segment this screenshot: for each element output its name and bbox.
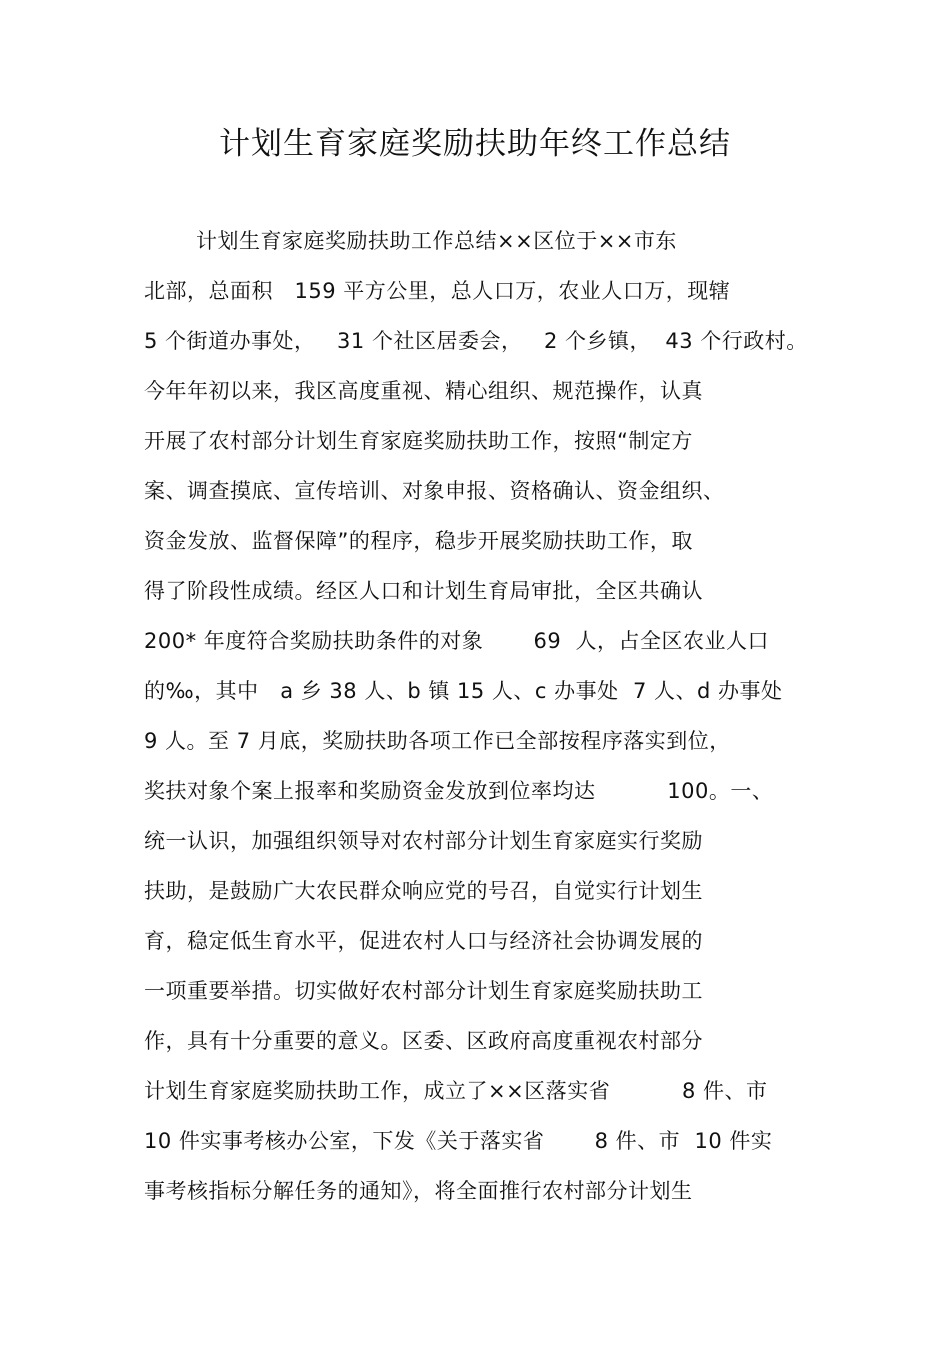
- body-line: 北部，总面积 159 平方公里，总人口万，农业人口万，现辖: [144, 279, 731, 303]
- body-line: 9 人。至 7 月底，奖励扶助各项工作已全部按程序落实到位，: [144, 729, 731, 753]
- body-line: 计划生育家庭奖励扶助工作，成立了××区落实省 8 件、市: [144, 1079, 768, 1103]
- body-line: 得了阶段性成绩。经区人口和计划生育局审批，全区共确认: [144, 579, 703, 603]
- body-line: 事考核指标分解任务的通知》，将全面推行农村部分计划生: [144, 1179, 693, 1203]
- body-line: 200* 年度符合奖励扶助条件的对象 69 人，占全区农业人口: [144, 629, 770, 653]
- body-line: 的‰，其中 a 乡 38 人、b 镇 15 人、c 办事处 7 人、d 办事处: [144, 679, 783, 703]
- body-line: 开展了农村部分计划生育家庭奖励扶助工作，按照“制定方: [144, 429, 693, 453]
- document-title: 计划生育家庭奖励扶助年终工作总结: [219, 126, 731, 162]
- body-line: 作，具有十分重要的意义。区委、区政府高度重视农村部分: [144, 1029, 703, 1053]
- body-line: 统一认识，加强组织领导对农村部分计划生育家庭实行奖励: [144, 829, 703, 853]
- body-line: 育，稳定低生育水平，促进农村人口与经济社会协调发展的: [144, 929, 703, 953]
- body-line: 案、调查摸底、宣传培训、对象申报、资格确认、资金组织、: [144, 479, 725, 503]
- body-line: 扶助，是鼓励广大农民群众响应党的号召，自觉实行计划生: [144, 879, 703, 903]
- body-line: 资金发放、监督保障”的程序，稳步开展奖励扶助工作，取: [144, 529, 693, 553]
- body-line: 奖扶对象个案上报率和奖励资金发放到位率均达 100。一、: [144, 779, 774, 803]
- body-line: 一项重要举措。切实做好农村部分计划生育家庭奖励扶助工: [144, 979, 703, 1003]
- body-line: 5 个街道办事处， 31 个社区居委会， 2 个乡镇， 43 个行政村。: [144, 329, 808, 353]
- body-line: 计划生育家庭奖励扶助工作总结××区位于××市东: [196, 229, 677, 253]
- body-line: 今年年初以来，我区高度重视、精心组织、规范操作，认真: [144, 379, 703, 403]
- body-line: 10 件实事考核办公室，下发《关于落实省 8 件、市 10 件实: [144, 1129, 773, 1153]
